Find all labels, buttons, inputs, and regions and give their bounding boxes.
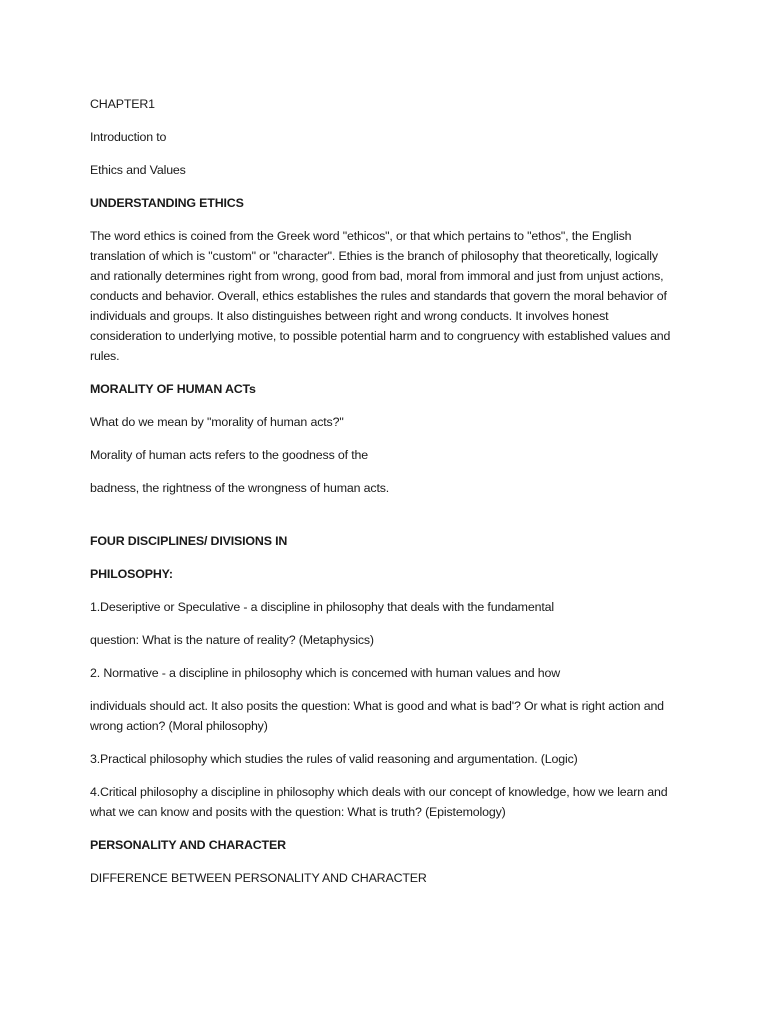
discipline-4: 4.Critical philosophy a discipline in philosophy which deals with our concept of knowledge, how we learn and what we can know and posits with the question: What is truth? (Epistemology) <box>90 785 668 819</box>
heading-difference: DIFFERENCE BETWEEN PERSONALITY AND CHARACTER <box>90 871 427 885</box>
heading-personality-and-character: PERSONALITY AND CHARACTER <box>90 838 286 852</box>
heading-understanding-ethics: UNDERSTANDING ETHICS <box>90 196 244 210</box>
discipline-3: 3.Practical philosophy which studies the rules of valid reasoning and argumentation. (Logic) <box>90 752 578 766</box>
document-body <box>90 94 680 901</box>
morality-line-2: badness, the rightness of the wrongness of human acts. <box>90 481 390 495</box>
question-morality: What do we mean by "morality of human acts?" <box>90 415 344 429</box>
chapter-label: CHAPTER1 <box>90 97 155 111</box>
intro-line-1: Introduction to <box>90 130 167 144</box>
heading-philosophy: PHILOSOPHY: <box>90 567 173 581</box>
paragraph-ethics-definition: The word ethics is coined from the Greek word "ethicos", or that which pertains to "ethos", the English translation of which is "custom" or "character". Ethies is the branch of philosophy that theoretically, logically and rationally determines right from wrong, good from bad, moral from immoral and just from unjust actions, conducts and behavior. Overall, ethics establishes the rules and standards that govern the moral behavior of individuals and groups. It also distinguishes between right and wrong conducts. It involves honest consideration to underlying motive, to possible potential harm and to congruency with established values and rules. <box>90 229 671 363</box>
discipline-1-line-2: question: What is the nature of reality? (Metaphysics) <box>90 633 374 647</box>
intro-line-2: Ethics and Values <box>90 163 186 177</box>
discipline-1-line-1: 1.Deseriptive or Speculative - a discipline in philosophy that deals with the fundamental <box>90 600 554 614</box>
heading-morality-of-human-acts: MORALITY OF HUMAN ACTs <box>90 382 256 396</box>
morality-line-1: Morality of human acts refers to the goodness of the <box>90 448 369 462</box>
discipline-2-line-1: 2. Normative - a discipline in philosophy which is concemed with human values and how <box>90 666 561 680</box>
discipline-2-line-2: individuals should act. It also posits the question: What is good and what is bad'? Or what is right action and wrong action? (Moral philosophy) <box>90 699 664 733</box>
heading-four-disciplines: FOUR DISCIPLINES/ DIVISIONS IN <box>90 534 288 548</box>
